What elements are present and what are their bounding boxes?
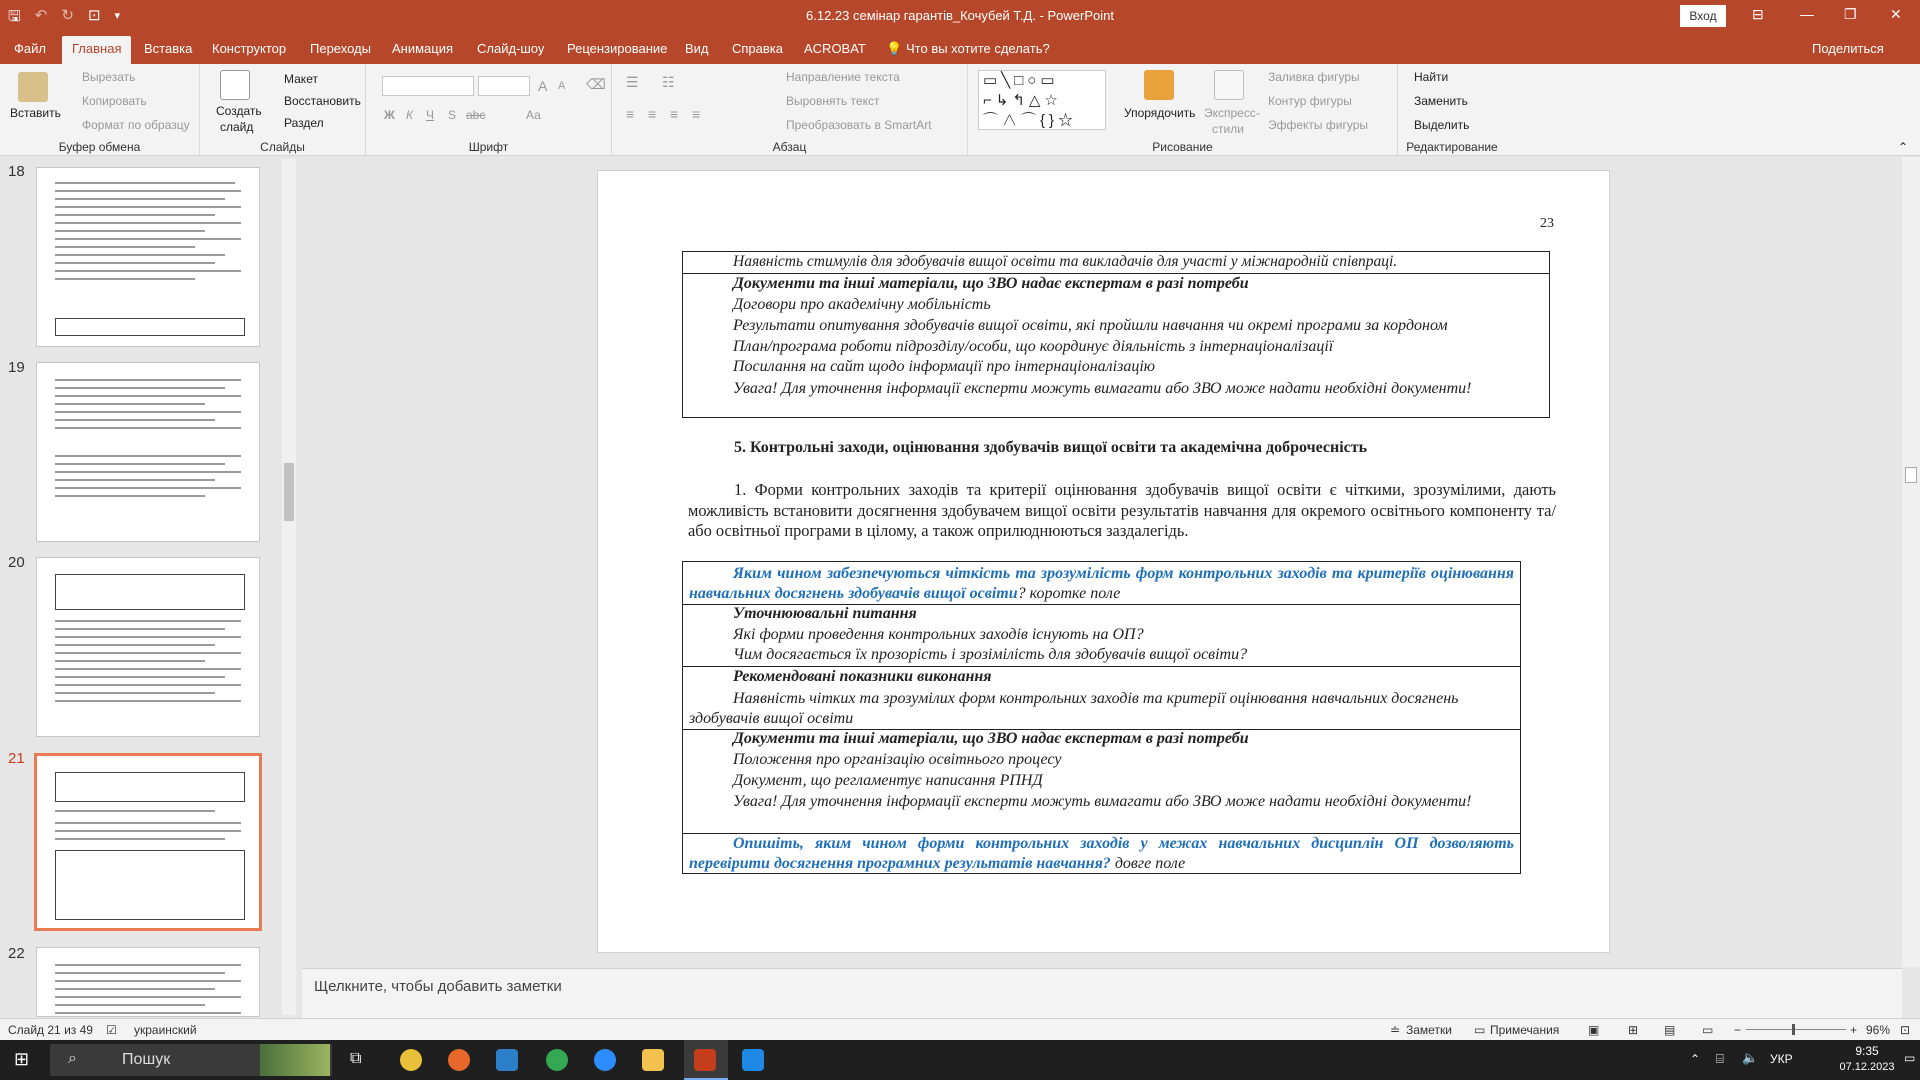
- tab-home[interactable]: Главная: [62, 36, 131, 64]
- align-center-icon[interactable]: ≡: [648, 106, 657, 122]
- slide-number-20: 20: [8, 554, 25, 571]
- tell-me-box[interactable]: Что вы хотите сделать?: [906, 41, 1050, 56]
- field-type: ? коротке поле: [1017, 585, 1121, 602]
- close-icon[interactable]: ✕: [1890, 6, 1902, 22]
- new-slide-button-2[interactable]: слайд: [220, 120, 254, 134]
- question-row: [689, 834, 1514, 874]
- field-type: довге поле: [1114, 855, 1186, 872]
- arrange-button[interactable]: Упорядочить: [1124, 106, 1196, 120]
- reading-view-icon[interactable]: ▤: [1664, 1023, 1676, 1037]
- table-cell-text: Договори про академічну мобільність: [733, 296, 991, 313]
- table-cell-text: Документ, що регламентує написання РПНД: [733, 772, 1043, 789]
- slide-number-19: 19: [8, 359, 25, 376]
- editing-group: [1398, 64, 1506, 156]
- drawing-group: [968, 64, 1398, 156]
- replace-button[interactable]: Заменить: [1414, 94, 1468, 108]
- table-row-heading: Документи та інші матеріали, що ЗВО надає експертам в разі потреби: [733, 730, 1249, 747]
- thumbnails-scrollbar[interactable]: [282, 159, 296, 1015]
- change-case-button[interactable]: Аа: [526, 108, 541, 122]
- zoom-level[interactable]: 96%: [1866, 1023, 1891, 1037]
- question-text: Яким чином забезпечуються чіткість та зрозумілість форм контрольних заходів та критеріїв оцінювання навчальних досягнень здобувачів вищої освіти: [689, 565, 1514, 602]
- clock-date[interactable]: 07.12.2023: [1839, 1061, 1895, 1073]
- paragraph-group: [612, 64, 968, 156]
- clock-time[interactable]: 9:35: [1855, 1044, 1879, 1058]
- slide-number-21: 21: [8, 750, 25, 767]
- save-icon[interactable]: 🖫: [8, 8, 21, 25]
- slide-thumbnail-18[interactable]: [36, 167, 260, 347]
- new-slide-icon[interactable]: [220, 70, 250, 100]
- tab-transitions[interactable]: Переходы: [310, 41, 371, 56]
- justify-icon[interactable]: ≡: [692, 106, 701, 122]
- table-cell-note: Увага! Для уточнення інформації експерти можуть вимагати або ЗВО може надати необхідні документи!: [733, 793, 1472, 810]
- table-row-divider: [683, 273, 1549, 274]
- start-icon[interactable]: ⊞: [14, 1049, 30, 1069]
- quick-styles-button-2[interactable]: стили: [1212, 122, 1244, 136]
- paint-app-icon[interactable]: [742, 1049, 764, 1071]
- shadow-button[interactable]: S: [448, 108, 457, 122]
- minimize-icon[interactable]: —: [1800, 6, 1814, 22]
- font-group: [366, 64, 612, 156]
- notifications-icon[interactable]: ▭: [1904, 1051, 1916, 1065]
- format-painter-button[interactable]: Формат по образцу: [82, 118, 190, 132]
- table-row-divider: [683, 666, 1520, 667]
- align-right-icon[interactable]: ≡: [670, 106, 679, 122]
- shapes-gallery[interactable]: ▭╲□○▭ ⌐↳↰△☆ ⌒∧⌒{}☆: [978, 70, 1106, 130]
- shape-outline-button[interactable]: Контур фигуры: [1268, 94, 1352, 108]
- app-icon[interactable]: [496, 1049, 518, 1071]
- undo-icon[interactable]: ↶: [34, 7, 48, 24]
- question-text: Опишіть, яким чином форми контрольних заходів у межах навчальних дисциплін ОП дозволяють перевірити досягнення програмних результатів навчання?: [689, 835, 1514, 872]
- table-cell-text: План/програма роботи підрозділу/особи, що координує діяльність з інтернаціоналізації: [733, 338, 1334, 355]
- taskbar-search[interactable]: Пошук: [50, 1044, 332, 1076]
- tab-help[interactable]: Справка: [732, 41, 783, 56]
- tab-design[interactable]: Конструктор: [212, 41, 287, 56]
- table-cell-text: Посилання на сайт щодо інформації про інтернаціоналізацію: [733, 358, 1156, 375]
- zoom-out-icon[interactable]: −: [1734, 1023, 1742, 1037]
- notes-icon[interactable]: ≐: [1390, 1023, 1401, 1037]
- table-cell-text: Наявність стимулів для здобувачів вищої освіти та викладачів для участі у міжнародній співпраці.: [733, 253, 1398, 270]
- font-size-select[interactable]: [478, 76, 530, 96]
- shape-fill-button[interactable]: Заливка фигуры: [1268, 70, 1360, 84]
- powerpoint-icon[interactable]: [694, 1049, 716, 1071]
- layout-button[interactable]: Макет: [284, 72, 318, 86]
- slide-thumbnails-pane: [0, 157, 296, 1017]
- chrome-icon[interactable]: [400, 1049, 422, 1071]
- tray-chevron-icon[interactable]: ⌃: [1690, 1052, 1701, 1066]
- search-highlight-image: [260, 1044, 330, 1076]
- table-row-heading: Рекомендовані показники виконання: [733, 668, 992, 685]
- underline-button[interactable]: Ч: [426, 108, 434, 122]
- comments-icon[interactable]: ▭: [1474, 1023, 1486, 1037]
- window-title: 6.12.23 семінар гарантів_Кочубей Т.Д. - PowerPoint: [806, 8, 1114, 23]
- table-assessment: [682, 561, 1521, 874]
- slide-thumbnail-22[interactable]: [36, 947, 260, 1017]
- quick-styles-button[interactable]: Экспресс-: [1204, 106, 1260, 120]
- slideshow-icon[interactable]: ▭: [1702, 1023, 1714, 1037]
- language-indicator[interactable]: украинский: [134, 1023, 197, 1037]
- spellcheck-icon[interactable]: ☑: [106, 1023, 117, 1037]
- slide-sorter-icon[interactable]: ⊞: [1628, 1023, 1639, 1037]
- share-button[interactable]: Поделиться: [1812, 41, 1884, 56]
- numbering-icon[interactable]: ☷: [662, 74, 675, 90]
- network-icon[interactable]: ⌸: [1716, 1051, 1724, 1066]
- status-bar: [0, 1018, 1920, 1040]
- section-heading: 5. Контрольні заходи, оцінювання здобувачів вищої освіти та академічна доброчесність: [734, 439, 1368, 456]
- shape-effects-button[interactable]: Эффекты фигуры: [1268, 118, 1369, 132]
- comments-button[interactable]: Примечания: [1490, 1023, 1560, 1037]
- drawing-group-label: Рисование: [1152, 140, 1213, 154]
- slide-counter: Слайд 21 из 49: [8, 1023, 93, 1037]
- new-slide-button[interactable]: Создать: [216, 104, 262, 118]
- tab-insert[interactable]: Вставка: [144, 41, 193, 56]
- table-row-heading: Уточнюювальні питання: [733, 605, 917, 622]
- tab-file[interactable]: Файл: [14, 41, 46, 56]
- align-left-icon[interactable]: ≡: [626, 106, 635, 122]
- font-name-select[interactable]: [382, 76, 474, 96]
- bold-button[interactable]: Ж: [384, 108, 395, 122]
- slide-thumbnail-19[interactable]: [36, 362, 260, 542]
- slide-number-18: 18: [8, 163, 25, 180]
- collapse-ribbon-icon[interactable]: ⌃: [1898, 140, 1909, 154]
- table-cell-note: Увага! Для уточнення інформації експерти можуть вимагати або ЗВО може надати необхідні документи!: [733, 380, 1472, 397]
- question-row: [689, 564, 1514, 604]
- paste-button[interactable]: Вставить: [10, 106, 61, 120]
- slide-scroll-thumb[interactable]: [1905, 467, 1917, 483]
- task-view-icon[interactable]: ⧉: [350, 1050, 362, 1067]
- paragraph-group-label: Абзац: [772, 140, 807, 154]
- smartart-button[interactable]: Преобразовать в SmartArt: [786, 118, 932, 132]
- normal-view-icon[interactable]: ▣: [1588, 1023, 1600, 1037]
- copy-button[interactable]: Копировать: [82, 94, 147, 108]
- notes-button[interactable]: Заметки: [1406, 1023, 1452, 1037]
- clipboard-group: [0, 64, 200, 156]
- volume-icon[interactable]: 🔈: [1742, 1050, 1759, 1065]
- table-cell-text: Наявність чітких та зрозумілих форм контрольних заходів та критерії оцінювання навчальних досягнень здобувачів вищої освіти: [689, 690, 1459, 727]
- reset-button[interactable]: Восстановить: [284, 94, 361, 108]
- slide-thumbnail-21-selected[interactable]: [34, 753, 262, 931]
- decrease-font-button[interactable]: A: [558, 80, 566, 92]
- ribbon-tabs: [0, 32, 1920, 64]
- text-direction-button[interactable]: Направление текста: [786, 70, 900, 84]
- find-button[interactable]: Найти: [1414, 70, 1449, 84]
- present-icon[interactable]: ⊡: [87, 7, 101, 24]
- paste-icon[interactable]: [18, 72, 48, 102]
- slides-group: [200, 64, 366, 156]
- table-cell-text: Чим досягається їх прозорість і зрозімілість для здобувачів вищої освіти?: [733, 646, 1248, 663]
- slide-scrollbar[interactable]: [1902, 157, 1920, 967]
- editing-group-label: Редактирование: [1406, 140, 1498, 154]
- avast-icon[interactable]: [448, 1049, 470, 1071]
- zoom-app-icon[interactable]: [594, 1049, 616, 1071]
- zoom-in-icon[interactable]: +: [1850, 1023, 1858, 1037]
- file-explorer-icon[interactable]: [642, 1049, 664, 1071]
- slide-thumbnail-20[interactable]: [36, 557, 260, 737]
- zoom-slider-thumb[interactable]: [1792, 1024, 1795, 1035]
- redo-icon[interactable]: ↻: [61, 7, 74, 24]
- thumbnails-scroll-thumb[interactable]: [284, 463, 294, 521]
- tab-review[interactable]: Рецензирование: [567, 41, 668, 56]
- maximize-icon[interactable]: ❐: [1844, 6, 1857, 22]
- tab-acrobat[interactable]: ACROBAT: [804, 41, 866, 56]
- ribbon: [0, 64, 1920, 156]
- lightbulb-icon: 💡: [886, 41, 903, 56]
- criterion-paragraph: 1. Форми контрольних заходів та критерії оцінювання здобувачів вищої освіти є чіткими, зрозумілими, дають можливість встановити досягнення здобувачем вищої освіти результатів навчання для окремого освітнього компоненту та/або освітньої програми в цілому, а також оприлюднюються заздалегідь.: [688, 480, 1556, 540]
- title-bar: [0, 0, 1920, 32]
- align-text-button[interactable]: Выровнять текст: [786, 94, 880, 108]
- customize-qat-icon[interactable]: ▾: [114, 10, 121, 22]
- ribbon-display-icon[interactable]: ⊟: [1752, 6, 1764, 22]
- table-cell-text: Які форми проведення контрольних заходів існують на ОП?: [733, 626, 1144, 643]
- slide-number-22: 22: [8, 945, 25, 962]
- cut-button[interactable]: Вырезать: [82, 70, 136, 84]
- table-cell-text: Результати опитування здобувачів вищої освіти, які пройшли навчання чи окремі програми за кордоном: [733, 317, 1448, 334]
- input-language[interactable]: УКР: [1770, 1052, 1793, 1066]
- clipboard-group-label: Буфер обмена: [58, 140, 141, 154]
- search-icon: ⌕: [68, 1050, 77, 1067]
- fit-slide-icon[interactable]: ⊡: [1900, 1023, 1911, 1037]
- windows-taskbar: [0, 1040, 1920, 1080]
- increase-font-button[interactable]: A: [538, 78, 548, 94]
- arrange-icon[interactable]: [1144, 70, 1174, 100]
- notes-pane[interactable]: Щелкните, чтобы добавить заметки: [302, 968, 1902, 1018]
- table-internationalization: [682, 251, 1550, 418]
- tab-animations[interactable]: Анимация: [392, 41, 454, 56]
- font-group-label: Шрифт: [468, 140, 509, 154]
- select-button[interactable]: Выделить: [1414, 118, 1470, 132]
- table-cell-text: Положення про організацію освітнього процесу: [733, 751, 1062, 768]
- strikethrough-button[interactable]: abc: [466, 108, 486, 122]
- quick-styles-icon[interactable]: [1214, 70, 1244, 100]
- section-button[interactable]: Раздел: [284, 116, 324, 130]
- chrome-icon-2[interactable]: [546, 1049, 568, 1071]
- table-row-heading: Документи та інші матеріали, що ЗВО надає експертам в разі потреби: [733, 275, 1249, 292]
- tab-slideshow[interactable]: Слайд-шоу: [477, 41, 545, 56]
- page-number: 23: [1540, 216, 1554, 231]
- slides-group-label: Слайды: [260, 140, 305, 154]
- clear-format-icon[interactable]: ⌫: [586, 76, 606, 92]
- zoom-slider[interactable]: [1746, 1029, 1846, 1030]
- login-button[interactable]: Вход: [1680, 5, 1726, 27]
- italic-button[interactable]: К: [406, 108, 414, 122]
- bullets-icon[interactable]: ☰: [626, 74, 639, 90]
- tab-view[interactable]: Вид: [685, 41, 709, 56]
